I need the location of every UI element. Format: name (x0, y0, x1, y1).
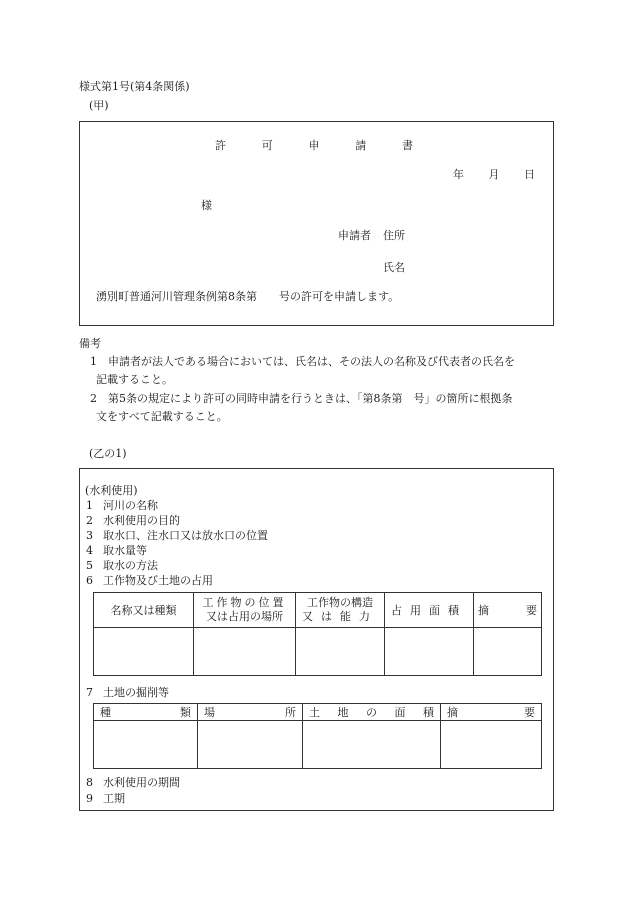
note-num: 2 (90, 392, 97, 405)
item-text: 水利使用の目的 (103, 514, 180, 527)
table-cell[interactable] (94, 628, 194, 676)
table-cell[interactable] (441, 721, 542, 769)
table-cell[interactable] (474, 628, 542, 676)
item-num: 3 (86, 529, 93, 542)
table-cell[interactable] (194, 628, 296, 676)
otsu1-heading: (水利使用) (85, 484, 138, 497)
item-text: 取水量等 (103, 544, 147, 557)
table-header-row (94, 593, 542, 628)
item-num: 1 (86, 499, 93, 512)
otsu1-label: (乙の1) (89, 447, 127, 460)
address-label: 住所 (383, 229, 405, 242)
occupancy-table (93, 592, 542, 676)
addressee-label: 様 (201, 199, 212, 212)
year-label: 年 (453, 168, 464, 181)
applicant-label: 申請者 (338, 229, 371, 242)
application-title (215, 139, 413, 152)
excavation-table (93, 703, 542, 769)
title-char: 可 (261, 139, 273, 152)
item-text: 工期 (103, 792, 125, 805)
col-land-area: 土 地 の 面 積 (303, 704, 441, 721)
item-text: 河川の名称 (103, 499, 158, 512)
note-text: 第5条の規定により許可の同時申請を行うときは、「第8条第 号」の箇所に根拠条 (108, 392, 513, 405)
col-remarks: 摘 要 (474, 593, 542, 628)
col-location: 工作物の位置 又は占用の場所 (194, 593, 296, 628)
table-cell[interactable] (385, 628, 474, 676)
kou-label: (甲) (89, 99, 109, 112)
item-num: 8 (86, 776, 93, 789)
item-text: 取水口、注水口又は放水口の位置 (103, 529, 268, 542)
name-label: 氏名 (383, 261, 405, 274)
table-cell[interactable] (94, 721, 198, 769)
item-num: 9 (86, 792, 93, 805)
col-type: 種 類 (94, 704, 198, 721)
statement-text: 湧別町普通河川管理条例第8条第 号の許可を申請します。 (96, 290, 400, 303)
title-char: 請 (355, 139, 367, 152)
item-text: 取水の方法 (103, 559, 158, 572)
item-text: 土地の掘削等 (103, 686, 169, 699)
table-row (94, 628, 542, 676)
table-cell[interactable] (303, 721, 441, 769)
item-num: 6 (86, 574, 93, 587)
table-row (94, 721, 542, 769)
table-header-row (94, 704, 542, 721)
date-line (453, 168, 535, 181)
col-area: 占用面積 (385, 593, 474, 628)
table-cell[interactable] (198, 721, 303, 769)
item-num: 2 (86, 514, 93, 527)
month-label: 月 (488, 168, 500, 181)
item-num: 5 (86, 559, 93, 572)
col-remarks: 摘 要 (441, 704, 542, 721)
item-text: 工作物及び土地の占用 (103, 574, 213, 587)
note-text-cont: 文をすべて記載すること。 (96, 410, 228, 423)
day-label: 日 (524, 168, 535, 181)
table-cell[interactable] (296, 628, 385, 676)
title-char: 申 (308, 139, 320, 152)
col-place: 場 所 (198, 704, 303, 721)
item-text: 水利使用の期間 (103, 776, 180, 789)
notes-heading: 備考 (79, 337, 101, 350)
note-text: 申請者が法人である場合においては、氏名は、その法人の名称及び代表者の氏名を (108, 355, 515, 368)
title-char: 許 (215, 139, 226, 152)
title-char: 書 (402, 139, 413, 152)
item-num: 4 (86, 544, 93, 557)
col-name-type: 名称又は種類 (94, 593, 194, 628)
col-structure: 工作物の構造 又は能力 (296, 593, 385, 628)
form-label: 様式第1号(第4条関係) (79, 80, 190, 93)
note-text-cont: 記載すること。 (96, 373, 173, 386)
item-num: 7 (86, 686, 93, 699)
note-num: 1 (90, 355, 97, 368)
